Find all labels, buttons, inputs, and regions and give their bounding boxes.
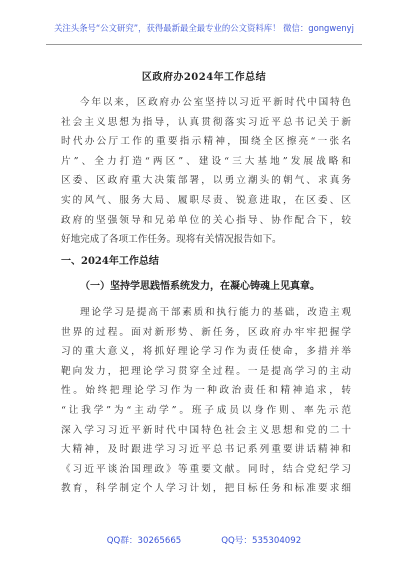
subsection-heading: （一）坚持学思践悟系统发力，在凝心铸魂上见真章。 <box>80 281 320 292</box>
paragraph-line: 《习近平谈治国理政》等重要文献。同时，结合党纪学习 <box>61 463 351 475</box>
paragraph-line: 好地完成了各项工作任务。现将有关情况报告如下。 <box>61 234 282 246</box>
paragraph-line: 理论学习是提高干部素质和执行能力的基础，改造主观 <box>80 307 351 318</box>
paragraph-line: 政府的坚强领导和兄弟单位的关心指导、协作配合下，较 <box>61 214 351 226</box>
paragraph-line: “让我学”为“主动学”。班子成员以身作则、率先示范 <box>61 404 351 416</box>
paragraph-line: 片”、全力打造“两区”、建设“三大基地”发展战略和 <box>61 155 351 167</box>
paragraph-line: 区委、区政府重大决策部署，以勇立潮头的朝气、求真务 <box>61 175 351 187</box>
footer-contacts <box>0 534 408 546</box>
header-banner: 关注头条号“公文研究”，获得最新最全最专业的公文资料库！ 微信：gongwenyj <box>54 23 354 33</box>
paragraph-line: 时代办公厅工作的重要指示精神，围绕全区擦亮“一张名 <box>61 136 351 148</box>
paragraph-line: 实的风气、服务大局、履职尽责、锐意进取，在区委、区 <box>61 194 351 206</box>
paragraph-line: 靶向发力，把理论学习贯穿全过程。一是提高学习的主动 <box>61 365 351 377</box>
paragraph-line: 社会主义思想为指导，认真贯彻落实习近平总书记关于新 <box>61 116 351 128</box>
paragraph-line: 深入学习习近平新时代中国特色社会主义思想和党的二十 <box>61 424 351 436</box>
paragraph-line: 教育，科学制定个人学习计划，把目标任务和标准要求细 <box>61 483 351 495</box>
paragraph-line: 性。始终把理论学习作为一种政治责任和精神追求，转 <box>61 385 351 397</box>
paragraph-line: 大精神，及时跟进学习习近平总书记系列重要讲话精神和 <box>61 444 351 456</box>
document-title: 区政府办2024年工作总结 <box>141 72 267 83</box>
header-divider <box>46 44 362 45</box>
paragraph-line: 习的重大意义，将抓好理论学习作为责任使命，多措并举 <box>61 346 351 358</box>
paragraph-line: 世界的过程。面对新形势、新任务，区政府办牢牢把握学 <box>61 326 351 338</box>
section-heading: 一、2024年工作总结 <box>61 256 159 267</box>
intro-paragraph <box>61 93 351 250</box>
section-paragraph <box>61 303 351 499</box>
footer-qq-contact: QQ号：535304092 <box>221 536 302 546</box>
footer-qq-group: QQ群：30265665 <box>106 536 182 546</box>
paragraph-line: 今年以来，区政府办公室坚持以习近平新时代中国特色 <box>80 97 351 108</box>
